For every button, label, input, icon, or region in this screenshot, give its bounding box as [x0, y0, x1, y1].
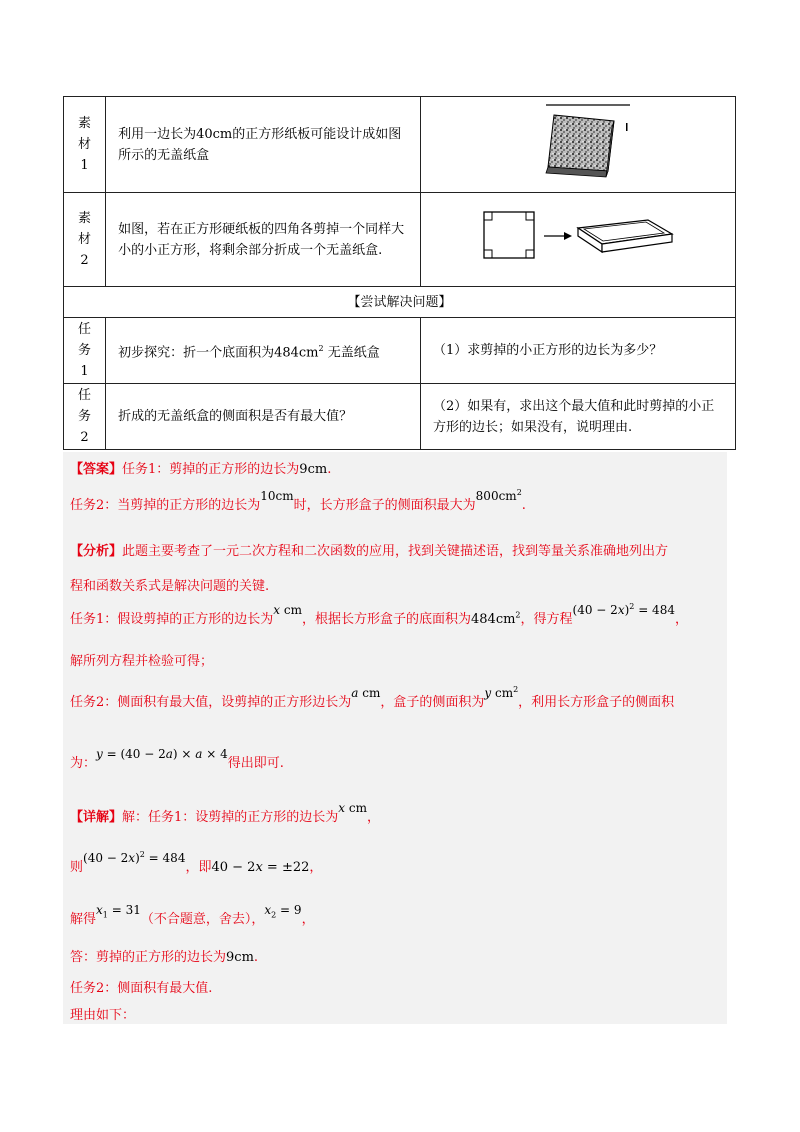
material-row-2 — [64, 193, 736, 287]
analysis-line-6: 为：y = (40 − 2a) × a × 4得出即可. — [70, 747, 284, 771]
answer-line-2: 任务2：当剪掉的正方形的边长为10cm时，长方形盒子的侧面积最大为$800cm^2$. — [70, 488, 526, 513]
analysis-line-5: 任务2：侧面积有最大值，设剪掉的正方形边长为a cm，盒子的侧面积为y $cm^2$，利用长方形盒子的侧面积 — [70, 685, 675, 710]
analysis-line-2: 程和函数关系式是解决问题的关键. — [70, 579, 270, 594]
detail-line-4: 答：剪掉的正方形的边长为9cm. — [70, 950, 259, 965]
row-label: 任 务 1 — [64, 318, 106, 384]
detail-line-1: 【详解】解：任务1：设剪掉的正方形的边长为x cm， — [70, 801, 381, 825]
detail-line-2: 则$(40 - 2x)^2 = 484$，即40 − 2x = ±22， — [70, 850, 323, 875]
detail-line-6: 理由如下： — [70, 1008, 136, 1023]
problem-table — [63, 96, 736, 450]
answer-line-1: 【答案】任务1：剪掉的正方形的边长为9cm. — [70, 462, 332, 477]
detail-line-5: 任务2：侧面积有最大值. — [70, 981, 213, 996]
material-row-1 — [64, 97, 736, 193]
textured-box-figure — [518, 99, 638, 183]
task-1-right: （1）求剪掉的小正方形的边长为多少？ — [421, 318, 736, 384]
row-label: 任 务 2 — [64, 384, 106, 450]
row-label: 素 材 1 — [64, 97, 106, 193]
task-2-left: 折成的无盖纸盒的侧面积是否有最大值？ — [106, 384, 421, 450]
analysis-line-4: 解所列方程并检验可得； — [70, 654, 214, 669]
cut-square-to-box-figure — [478, 206, 678, 266]
material-2-figure — [421, 193, 736, 287]
analysis-line-3: 任务1：假设剪掉的正方形的边长为x cm，根据长方形盒子的底面积为$484cm^2$，得方程$(40 - 2x)^2 = 484$， — [70, 602, 688, 627]
row-label: 素 材 2 — [64, 193, 106, 287]
section-heading: 【尝试解决问题】 — [64, 287, 736, 318]
solution-panel — [63, 452, 727, 1024]
material-1-figure — [421, 97, 736, 193]
section-heading-row — [64, 287, 736, 318]
detail-line-3: 解得$x_1 = 31$（不合题意，舍去），$x_2 = 9$， — [70, 903, 315, 927]
task-1-left: 初步探究：折一个底面积为$484cm^2$ 无盖纸盒 — [106, 318, 421, 384]
material-2-text: 如图，若在正方形硬纸板的四角各剪掉一个同样大小的小正方形，将剩余部分折成一个无盖纸盒. — [106, 193, 421, 287]
task-row-2 — [64, 384, 736, 450]
task-row-1 — [64, 318, 736, 384]
task-2-right: （2）如果有，求出这个最大值和此时剪掉的小正方形的边长；如果没有，说明理由. — [421, 384, 736, 450]
material-1-text: 利用一边长为40cm的正方形纸板可能设计成如图所示的无盖纸盒 — [106, 97, 421, 193]
analysis-line-1: 【分析】此题主要考查了一元二次方程和二次函数的应用，找到关键描述语，找到等量关系准确地列出方 — [70, 544, 669, 559]
